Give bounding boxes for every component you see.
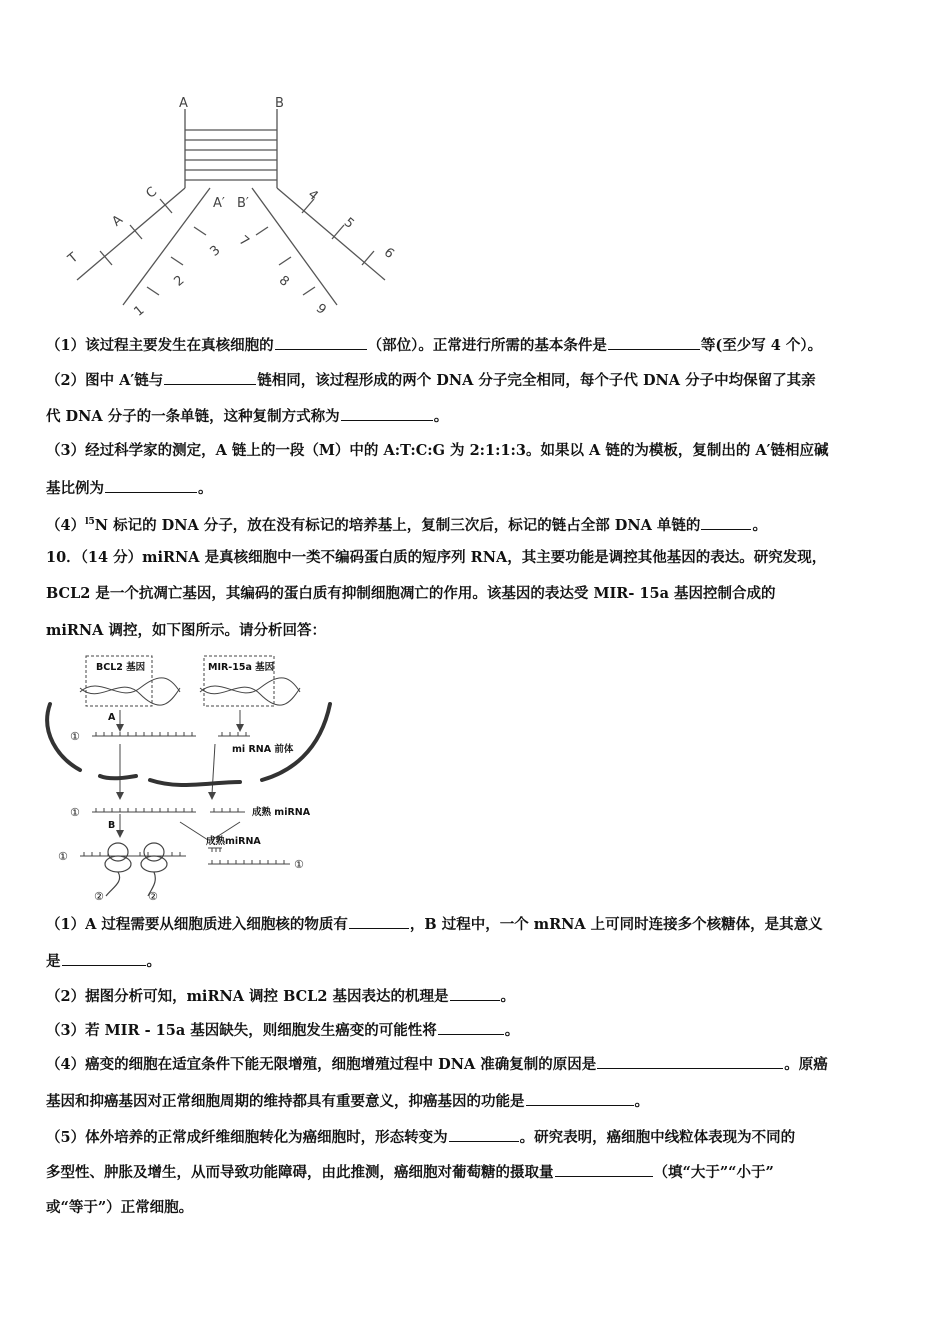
- base-right-4: 7: [235, 233, 252, 250]
- q9-p1-text-a: （1）该过程主要发生在真核细胞的: [46, 337, 274, 354]
- base-right-1: 4: [304, 187, 321, 204]
- q10-p5-text-c: 多型性、肿胀及增生，从而导致功能障碍，由此推测，癌细胞对葡萄糖的摄取量: [46, 1164, 554, 1181]
- q10-p1-text-d: 。: [146, 953, 161, 970]
- q9-p4-sup: l5: [85, 517, 95, 527]
- step-a-label: A: [108, 712, 116, 723]
- pre-mirna-label: mi RNA 前体: [232, 744, 294, 755]
- q10-blank-possibility[interactable]: [438, 1020, 504, 1035]
- q9-p3-text-a: （3）经过科学家的测定，A 链上的一段（M）中的 A:T:C:G 为 2:1:1:3。如果以 A 链的为模板，复制出的 A′链相应碱: [46, 442, 829, 459]
- q9-p4-text-b: N 标记的 DNA 分子，放在没有标记的培养基上，复制三次后，标记的链占全部 DNA 单链的: [94, 516, 701, 534]
- q10-p4-text-a: （4）癌变的细胞在适宜条件下能无限增殖，细胞增殖过程中 DNA 准确复制的原因是: [46, 1056, 597, 1073]
- q10-blank-replication-reason[interactable]: [597, 1054, 783, 1069]
- marker-1-bottom: ①: [58, 850, 68, 863]
- q9-blank-location[interactable]: [275, 335, 367, 350]
- q10-p1-text-b: ，B 过程中，一个 mRNA 上可同时连接多个核糖体，是其意义: [409, 916, 823, 933]
- mature-mirna-label-2: 成熟miRNA: [206, 836, 261, 847]
- q10-part4-cont: [46, 1091, 649, 1112]
- q9-part2-cont: [46, 406, 448, 427]
- q9-part3-cont: [46, 478, 213, 499]
- q10-intro-1: [46, 548, 826, 568]
- marker-1-top: ①: [70, 730, 80, 743]
- mature-mirna-label-1: 成熟 miRNA: [252, 807, 311, 818]
- mirna-regulation-figure: [40, 652, 340, 904]
- marker-2-right: ②: [148, 890, 158, 903]
- q9-part1: [46, 335, 822, 356]
- q9-part4: [46, 512, 767, 536]
- q9-p2-text-a: （2）图中 A′链与: [46, 372, 164, 389]
- q10-blank-glucose-uptake[interactable]: [555, 1162, 653, 1177]
- q10-blank-suppressor-function[interactable]: [526, 1091, 634, 1106]
- q10-part2: [46, 986, 515, 1007]
- label-b-prime: B′: [237, 196, 249, 211]
- q10-p3-text-a: （3）若 MIR - 15a 基因缺失，则细胞发生癌变的可能性将: [46, 1022, 437, 1039]
- q9-p4-text-c: 。: [752, 516, 767, 534]
- q10-part1-cont: [46, 951, 161, 972]
- base-left-6: 1: [131, 302, 148, 320]
- q10-blank-significance[interactable]: [62, 951, 146, 966]
- q10-part3: [46, 1020, 519, 1041]
- base-left-5: 2: [171, 272, 188, 290]
- q10-blank-mechanism[interactable]: [450, 986, 500, 1001]
- q10-p4-text-d: 。: [634, 1093, 649, 1110]
- q10-p2-text-a: （2）据图分析可知，miRNA 调控 BCL2 基因表达的机理是: [46, 988, 449, 1005]
- q9-p1-text-c: 等(至少写 4 个）。: [700, 337, 823, 354]
- q10-p3-text-b: 。: [504, 1022, 520, 1039]
- base-right-2: 5: [340, 215, 357, 232]
- label-a: A: [179, 96, 188, 111]
- q10-intro-text-b: BCL2 是一个抗凋亡基因，其编码的蛋白质有抑制细胞凋亡的作用。该基因的表达受 MIR- 15a 基因控制合成的: [46, 585, 776, 602]
- q10-part4: [46, 1054, 828, 1075]
- mir15a-gene-label: MIR-15a 基因: [208, 662, 275, 673]
- label-a-prime: A′: [213, 196, 225, 211]
- q10-p2-text-b: 。: [500, 988, 515, 1005]
- q9-blank-conditions[interactable]: [608, 335, 700, 350]
- q10-part5-end: [46, 1198, 193, 1218]
- marker-1-right: ①: [294, 858, 304, 871]
- q9-p2-text-b: 链相同，该过程形成的两个 DNA 分子完全相同，每个子代 DNA 分子中均保留了其亲: [257, 372, 816, 389]
- base-right-5: 8: [275, 273, 292, 290]
- q10-p4-text-c: 基因和抑癌基因对正常细胞周期的维持都具有重要意义，抑癌基因的功能是: [46, 1093, 525, 1110]
- q10-intro-3: [46, 621, 326, 641]
- label-b: B: [275, 96, 284, 111]
- q10-p1-text-a: （1）A 过程需要从细胞质进入细胞核的物质有: [46, 916, 348, 933]
- base-left-2: A: [109, 212, 126, 230]
- q10-p1-text-c: 是: [46, 953, 61, 970]
- q10-p4-text-b: 。原癌: [784, 1056, 828, 1073]
- base-left-1: C: [143, 184, 161, 202]
- q9-p4-text-a: （4）: [46, 516, 86, 534]
- q10-p5-text-a: （5）体外培养的正常成纤维细胞转化为癌细胞时，形态转变为: [46, 1129, 448, 1146]
- base-left-4: 3: [207, 242, 224, 260]
- dna-replication-figure: [55, 95, 415, 320]
- q10-intro-text-a: 10．（14 分）miRNA 是真核细胞中一类不编码蛋白质的短序列 RNA，其主要功能是调控其他基因的表达。研究发现，: [46, 549, 827, 566]
- q10-blank-morphology[interactable]: [449, 1127, 519, 1142]
- marker-1-mid: ①: [70, 806, 80, 819]
- step-b-label: B: [108, 820, 116, 831]
- q10-part1: [46, 914, 823, 935]
- q9-blank-mode[interactable]: [341, 406, 433, 421]
- q10-p5-text-d: （填“大于”“小于”: [653, 1164, 774, 1181]
- q10-p5-text-b: 。研究表明，癌细胞中线粒体表现为不同的: [519, 1129, 796, 1146]
- q9-blank-ratio[interactable]: [105, 478, 197, 493]
- q10-part5: [46, 1127, 795, 1148]
- q9-p3-text-c: 。: [198, 480, 213, 497]
- marker-2-left: ②: [94, 890, 104, 903]
- q9-part2: [46, 370, 816, 391]
- q9-p1-text-b: （部位）。正常进行所需的基本条件是: [367, 337, 607, 354]
- base-left-3: T: [65, 250, 82, 267]
- q9-part3: [46, 441, 828, 461]
- q9-p3-text-b: 基比例为: [46, 480, 104, 497]
- q10-intro-text-c: miRNA 调控，如下图所示。请分析回答：: [46, 622, 326, 639]
- q10-blank-substances[interactable]: [349, 914, 409, 929]
- q10-p5-text-e: 或“等于”）正常细胞。: [46, 1199, 194, 1216]
- q10-intro-2: [46, 584, 776, 604]
- bcl2-gene-label: BCL2 基因: [96, 662, 146, 673]
- base-right-3: 6: [380, 245, 397, 262]
- q9-blank-fraction[interactable]: [701, 515, 751, 530]
- q9-blank-chain[interactable]: [164, 370, 256, 385]
- q9-p2-text-d: 。: [433, 408, 449, 425]
- q9-p2-text-c: 代 DNA 分子的一条单链，这种复制方式称为: [46, 408, 340, 425]
- q10-part5-cont: [46, 1162, 774, 1183]
- base-right-6: 9: [312, 301, 329, 318]
